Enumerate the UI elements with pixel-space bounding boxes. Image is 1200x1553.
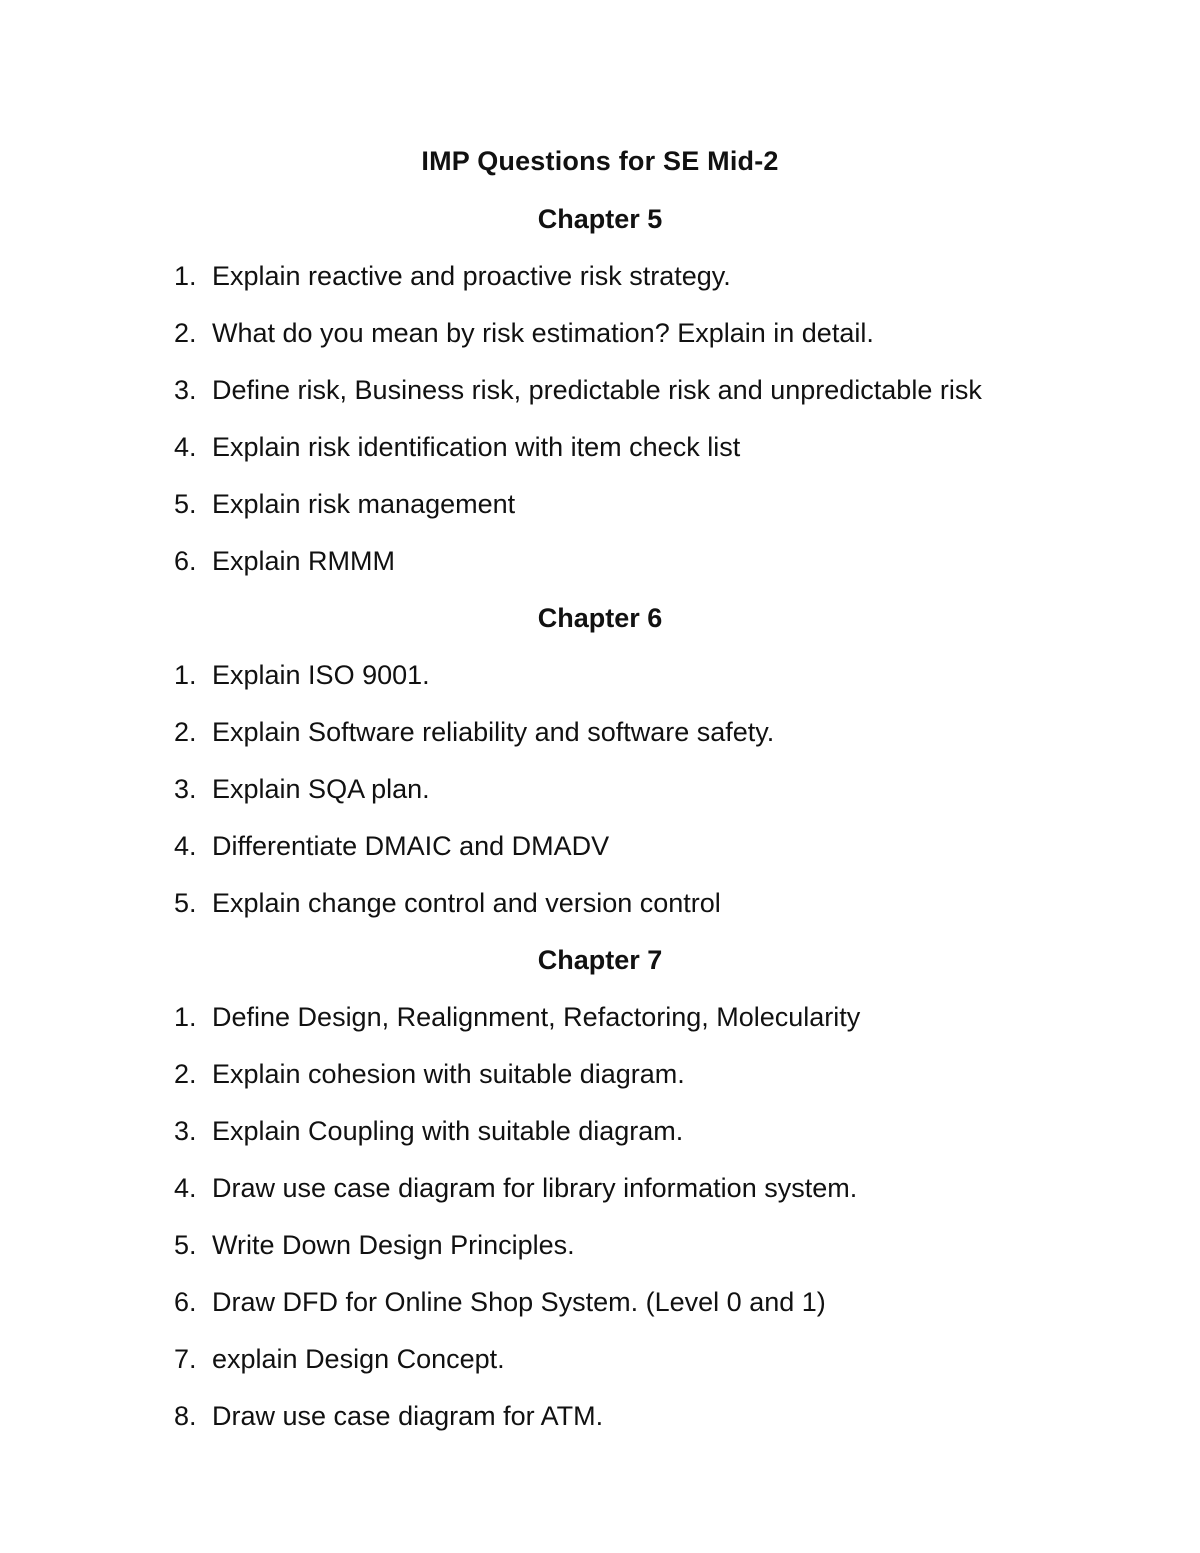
page-title: IMP Questions for SE Mid-2 (421, 146, 779, 176)
question-item (174, 256, 1134, 296)
question-number: 5. (174, 1230, 197, 1260)
question-number: 6. (174, 1287, 197, 1317)
chapter-heading: Chapter 6 (537, 603, 663, 633)
question-item (174, 313, 1134, 353)
question-text: Explain Software reliability and software safety. (212, 717, 775, 747)
question-text: Draw DFD for Online Shop System. (Level 0 and 1) (212, 1287, 826, 1317)
question-text: Explain reactive and proactive risk strategy. (212, 261, 731, 291)
question-item (174, 1396, 1134, 1436)
question-text: Define Design, Realignment, Refactoring, Molecularity (212, 1002, 861, 1032)
question-number: 2. (174, 318, 197, 348)
question-item (174, 997, 1134, 1037)
question-item (174, 1168, 1134, 1208)
question-text: Explain ISO 9001. (212, 660, 430, 690)
question-text: Write Down Design Principles. (212, 1230, 575, 1260)
question-text: Draw use case diagram for ATM. (212, 1401, 604, 1431)
question-item (174, 1282, 1134, 1322)
question-text: Define risk, Business risk, predictable risk and unpredictable risk (212, 375, 982, 405)
question-item (174, 1054, 1134, 1094)
question-number: 1. (174, 660, 197, 690)
question-item (174, 712, 1134, 752)
question-number: 4. (174, 831, 197, 861)
question-text: What do you mean by risk estimation? Explain in detail. (212, 318, 874, 348)
question-item (174, 1111, 1134, 1151)
question-item (174, 427, 1134, 467)
question-text: Explain RMMM (212, 546, 396, 576)
question-number: 2. (174, 717, 197, 747)
question-item (174, 370, 1134, 410)
question-number: 2. (174, 1059, 197, 1089)
question-item (174, 655, 1134, 695)
question-number: 3. (174, 1116, 197, 1146)
question-number: 3. (174, 375, 197, 405)
chapter-heading: Chapter 7 (537, 945, 663, 975)
question-number: 1. (174, 261, 197, 291)
question-number: 1. (174, 1002, 197, 1032)
question-item (174, 1339, 1134, 1379)
question-number: 3. (174, 774, 197, 804)
question-number: 5. (174, 888, 197, 918)
question-number: 4. (174, 1173, 197, 1203)
question-number: 5. (174, 489, 197, 519)
question-text: explain Design Concept. (212, 1344, 505, 1374)
question-text: Explain SQA plan. (212, 774, 430, 804)
chapter-heading: Chapter 5 (537, 204, 663, 234)
question-number: 8. (174, 1401, 197, 1431)
question-text: Draw use case diagram for library information system. (212, 1173, 858, 1203)
question-item (174, 769, 1134, 809)
question-item (174, 883, 1134, 923)
question-text: Differentiate DMAIC and DMADV (212, 831, 610, 861)
question-item (174, 826, 1134, 866)
question-number: 4. (174, 432, 197, 462)
question-text: Explain Coupling with suitable diagram. (212, 1116, 684, 1146)
question-text: Explain cohesion with suitable diagram. (212, 1059, 685, 1089)
question-item (174, 484, 1134, 524)
question-number: 7. (174, 1344, 197, 1374)
question-text: Explain risk management (212, 489, 516, 519)
question-item (174, 1225, 1134, 1265)
question-text: Explain change control and version control (212, 888, 721, 918)
question-text: Explain risk identification with item check list (212, 432, 741, 462)
question-number: 6. (174, 546, 197, 576)
question-item (174, 541, 1134, 581)
